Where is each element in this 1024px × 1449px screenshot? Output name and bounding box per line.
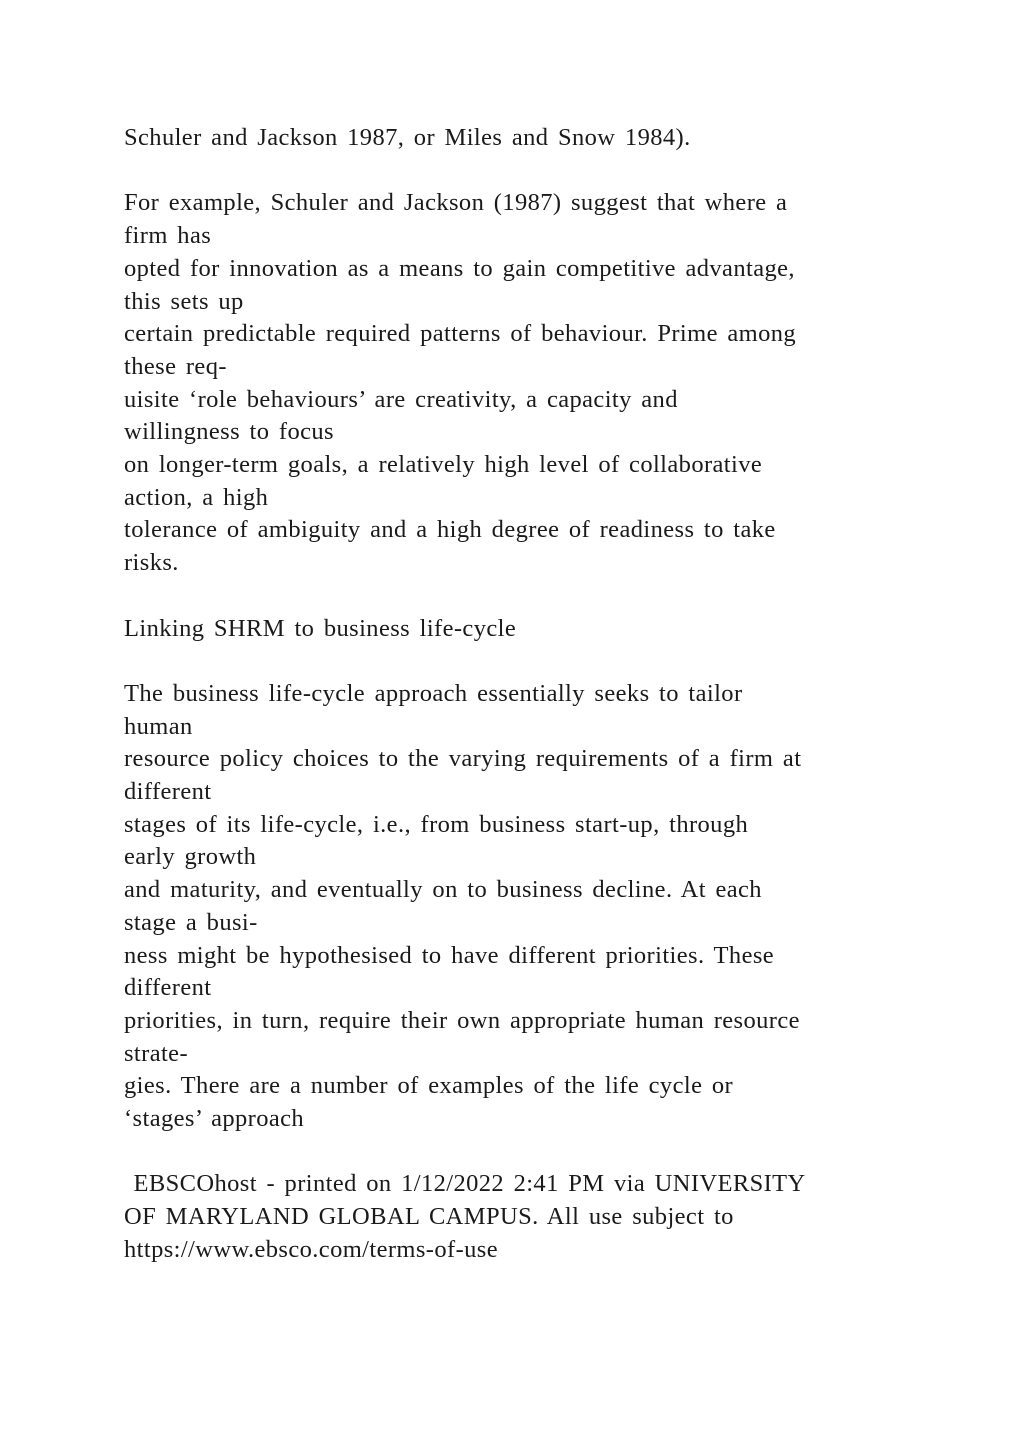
blank-line: [124, 1136, 924, 1169]
text-line: tolerance of ambiguity and a high degree of readiness to take: [124, 516, 776, 544]
text-line: action, a high: [124, 483, 269, 511]
text-line: EBSCOhost - printed on 1/12/2022 2:41 PM via UNIVERSITY: [124, 1170, 806, 1198]
text-line: firm has: [124, 222, 212, 250]
text-line: on longer-term goals, a relatively high level of collaborative: [124, 451, 763, 479]
text-line: OF MARYLAND GLOBAL CAMPUS. All use subject to: [124, 1203, 734, 1231]
text-line: different: [124, 974, 212, 1002]
text-line: The business life-cycle approach essentially seeks to tailor: [124, 679, 743, 707]
text-line: human: [124, 712, 193, 740]
document-text: [124, 122, 924, 1267]
text-line: certain predictable required patterns of behaviour. Prime among: [124, 320, 797, 348]
text-line: For example, Schuler and Jackson (1987) suggest that where a: [124, 189, 788, 217]
text-line: Schuler and Jackson 1987, or Miles and Snow 1984).: [124, 124, 691, 151]
text-line: this sets up: [124, 287, 244, 315]
text-line: these req-: [124, 352, 227, 380]
text-line: strate-: [124, 1039, 189, 1067]
text-line: priorities, in turn, require their own appropriate human resource: [124, 1006, 800, 1034]
text-line: https://www.ebsco.com/terms-of-use: [124, 1235, 498, 1263]
text-line: ness might be hypothesised to have different priorities. These: [124, 941, 775, 969]
text-line: stages of its life-cycle, i.e., from business start-up, through: [124, 810, 749, 838]
blank-line: [124, 645, 924, 678]
text-line: early growth: [124, 843, 257, 871]
text-line: opted for innovation as a means to gain competitive advantage,: [124, 254, 795, 282]
text-line: gies. There are a number of examples of the life cycle or: [124, 1072, 734, 1100]
text-line: Linking SHRM to business life-cycle: [124, 614, 517, 642]
blank-line: [124, 155, 924, 188]
blank-line: [124, 580, 924, 613]
text-line: and maturity, and eventually on to business decline. At each: [124, 876, 762, 904]
text-line: ‘stages’ approach: [124, 1105, 305, 1133]
text-line: risks.: [124, 549, 179, 577]
text-line: stage a busi-: [124, 908, 258, 936]
text-line: resource policy choices to the varying requirements of a firm at: [124, 745, 802, 773]
text-line: uisite ‘role behaviours’ are creativity, a capacity and: [124, 385, 678, 413]
text-line: different: [124, 778, 212, 806]
text-line: willingness to focus: [124, 418, 334, 446]
